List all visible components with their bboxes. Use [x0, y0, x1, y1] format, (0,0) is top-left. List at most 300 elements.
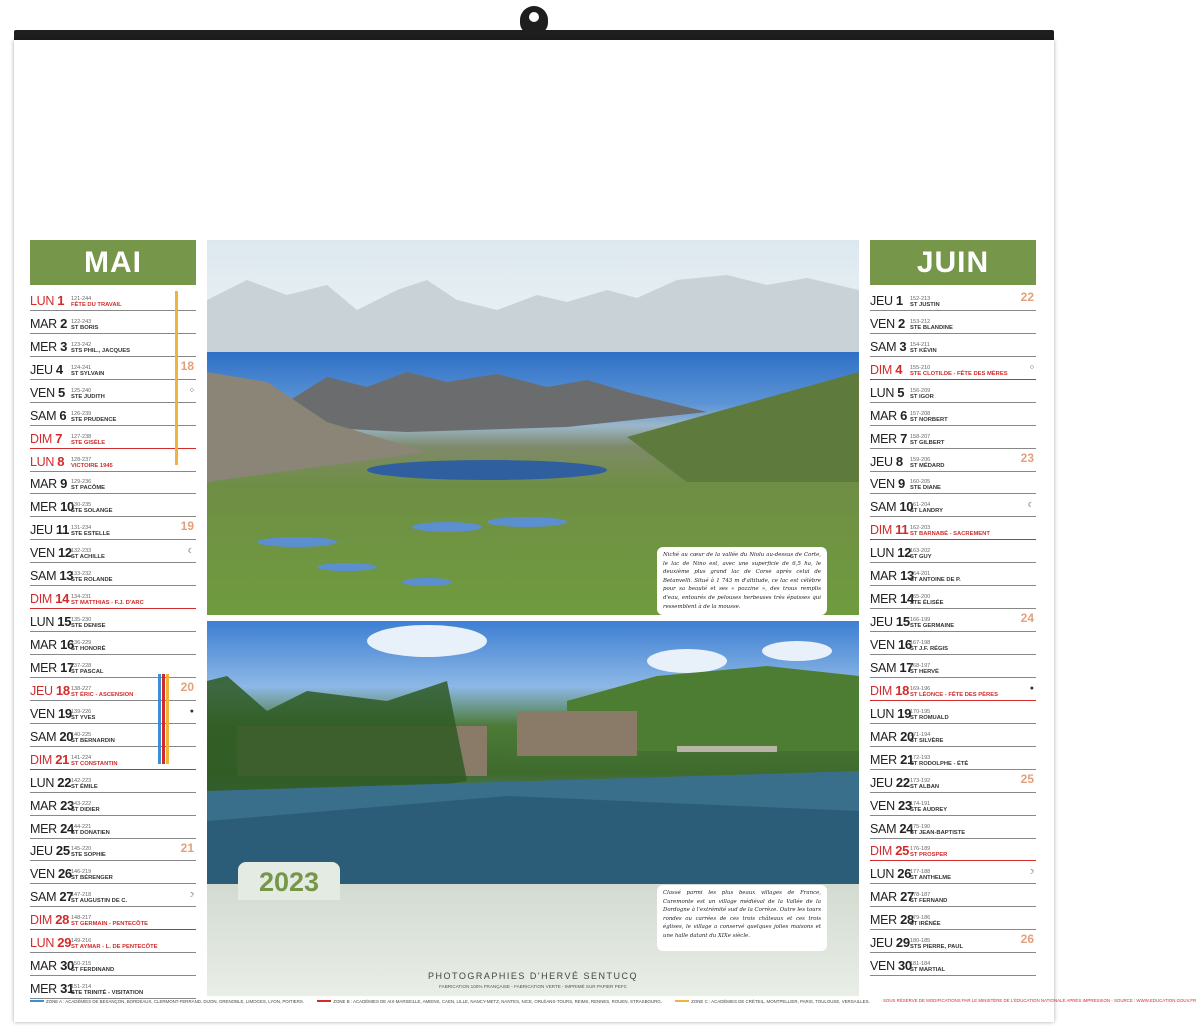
day-number: 15 [895, 614, 910, 630]
day-info [71, 686, 133, 698]
day-of-year: 156-209 [910, 387, 931, 394]
day-label [30, 362, 63, 377]
day-label [30, 568, 73, 583]
day-info [910, 938, 963, 950]
day-row [30, 953, 196, 976]
day-label [30, 935, 71, 950]
weekday-name: MAR [870, 408, 901, 423]
saint-name: STE ESTELLE [71, 531, 110, 538]
weekday-name: LUN [30, 936, 58, 951]
day-number: 12 [897, 545, 912, 561]
saint-name: ST ÉMILE [71, 783, 98, 790]
weekday-name: SAM [30, 729, 60, 744]
saint-name: ST BÉRENGER [71, 875, 113, 882]
day-label [30, 385, 65, 400]
day-of-year: 147-218 [71, 892, 92, 899]
day-label [30, 958, 74, 973]
day-row [30, 586, 196, 609]
day-row [30, 494, 196, 517]
saint-name: STE AUDREY [910, 806, 948, 813]
day-row [30, 678, 196, 701]
saint-name: STE ROLANDE [71, 577, 113, 584]
day-label [30, 981, 74, 996]
day-row [870, 724, 1036, 747]
weekday-name: MER [30, 982, 61, 997]
day-of-year: 157-208 [910, 410, 931, 417]
saint-name: ST ANTOINE DE P. [910, 577, 961, 584]
weekday-name: JEU [30, 523, 56, 538]
day-label [30, 752, 69, 767]
day-number: 27 [59, 889, 74, 905]
weekday-name: MER [870, 752, 901, 767]
zone-c-text: ZONE C : ACADÉMIES DE CRÉTEIL, MONTPELLIER, PARIS, TOULOUSE, VERSAILLES. [691, 998, 870, 1004]
day-of-year: 145-220 [71, 846, 92, 853]
day-of-year: 131-234 [71, 525, 92, 532]
saint-name: FÊTE DU TRAVAIL [71, 301, 122, 308]
zone-a-line [30, 1000, 44, 1002]
day-info [910, 434, 944, 446]
weekday-name: JEU [30, 683, 56, 698]
day-row [870, 449, 1036, 472]
day-number: 7 [55, 430, 63, 446]
saint-name: ST HONORÉ [71, 646, 106, 652]
day-number: 20 [900, 728, 914, 744]
day-number: 19 [57, 705, 72, 721]
day-label [870, 821, 913, 836]
day-label [30, 706, 72, 721]
day-row [870, 907, 1036, 930]
day-row [30, 449, 196, 472]
weekday-name: MAR [30, 798, 61, 813]
day-number: 16 [897, 637, 912, 652]
weekday-name: VEN [870, 638, 898, 652]
day-number: 10 [60, 499, 74, 515]
day-row [30, 472, 196, 495]
day-row [30, 632, 196, 655]
day-row [870, 426, 1036, 449]
day-label [30, 545, 72, 560]
saint-name: ST JUSTIN [910, 301, 940, 308]
day-number: 28 [900, 912, 914, 928]
saint-name: ST AUGUSTIN DE C. [71, 898, 128, 905]
day-row [870, 609, 1036, 632]
day-info [910, 296, 940, 308]
day-number: 25 [55, 843, 70, 859]
day-info [71, 869, 113, 881]
moon-phase-icon: ☽ [187, 892, 194, 900]
day-label [870, 362, 902, 377]
day-number: 18 [55, 682, 70, 698]
day-info [910, 732, 943, 744]
saint-name: STE ÉLISÉE [910, 600, 944, 607]
day-of-year: 166-199 [910, 617, 931, 624]
zone-c-line [675, 1000, 689, 1002]
saint-name: ST PASCAL [71, 668, 104, 675]
day-row [870, 839, 1036, 862]
saint-name: ST ANTHELME [910, 875, 952, 882]
saint-name: ST MATTHIAS - F.J. D'ARC [71, 600, 144, 607]
weekday-name: MER [870, 913, 901, 928]
day-label [870, 385, 904, 400]
weekday-name: VEN [870, 959, 898, 974]
day-of-year: 135-230 [71, 617, 92, 624]
day-info [910, 571, 961, 583]
day-of-year: 154-211 [910, 341, 930, 348]
day-of-year: 123-242 [71, 341, 92, 348]
weekday-name: VEN [870, 316, 898, 331]
day-info [910, 388, 934, 400]
saint-name: ST FERNAND [910, 898, 948, 905]
day-of-year: 165-200 [910, 594, 931, 601]
day-info [910, 663, 939, 675]
weekday-name: JEU [870, 454, 896, 469]
saint-name: ST RODOLPHE - ÉTÉ [910, 760, 969, 767]
week-number: 21 [180, 840, 194, 855]
day-row [30, 288, 196, 311]
day-info [71, 548, 105, 560]
day-label [30, 408, 66, 423]
saint-name: ST ACHILLE [71, 554, 105, 561]
day-label [30, 889, 73, 904]
day-row [870, 678, 1036, 701]
day-label [870, 568, 914, 583]
day-number: 26 [897, 866, 912, 882]
day-info [910, 319, 953, 331]
week-number: 26 [1020, 932, 1034, 947]
weekday-name: DIM [30, 592, 56, 607]
day-info [910, 365, 1008, 377]
week-number: 19 [180, 519, 194, 534]
day-number: 8 [895, 453, 903, 469]
weekday-name: MER [30, 500, 61, 515]
day-of-year: 130-235 [71, 502, 92, 509]
day-number: 11 [55, 522, 70, 538]
day-info [910, 617, 954, 629]
day-label [870, 798, 912, 813]
day-label [30, 798, 74, 813]
day-number: 15 [57, 614, 72, 630]
day-info [71, 961, 114, 973]
day-label [870, 683, 909, 698]
day-of-year: 121-244 [71, 295, 92, 302]
moon-phase-icon: ☾ [1027, 502, 1034, 510]
day-label [30, 293, 64, 308]
day-info [71, 319, 98, 331]
day-info [910, 709, 949, 721]
day-info [910, 846, 947, 858]
week-number: 22 [1020, 290, 1034, 304]
day-number: 6 [59, 407, 67, 423]
saint-name: ST LÉONCE - FÊTE DES PÈRES [910, 691, 998, 698]
day-row [870, 586, 1036, 609]
day-info [910, 686, 998, 698]
zone-c-stripe [166, 674, 169, 764]
day-of-year: 173-192 [910, 777, 931, 784]
day-number: 13 [900, 568, 914, 584]
day-label [30, 866, 72, 881]
day-number: 22 [57, 774, 72, 790]
weekday-name: LUN [30, 615, 58, 630]
day-row [30, 793, 196, 816]
saint-name: ST GERMAIN - PENTECÔTE [71, 921, 148, 928]
saint-name: ST LANDRY [910, 508, 943, 515]
day-list [870, 288, 1036, 976]
day-info [71, 525, 110, 537]
day-of-year: 137-228 [71, 662, 92, 669]
day-of-year: 164-201 [910, 571, 931, 578]
day-info [71, 388, 105, 400]
saint-name: ST JEAN-BAPTISTE [910, 829, 966, 836]
day-row [870, 334, 1036, 357]
saint-name: ST J.F. RÉGIS [910, 646, 949, 652]
day-label [30, 454, 64, 469]
weekday-name: DIM [870, 683, 896, 698]
weekday-name: JEU [870, 293, 896, 308]
day-label [30, 614, 71, 629]
day-label [870, 545, 911, 560]
day-label [870, 660, 913, 675]
day-of-year: 127-238 [71, 433, 92, 440]
weekday-name: VEN [30, 706, 58, 721]
weekday-name: MAR [30, 477, 61, 492]
saint-name: ST CONSTANTIN [71, 760, 118, 767]
weekday-name: SAM [30, 890, 60, 905]
day-of-year: 122-243 [71, 318, 92, 325]
day-of-year: 179-186 [910, 915, 931, 922]
saint-name: STE SOLANGE [71, 508, 113, 515]
day-number: 9 [60, 476, 67, 492]
day-label [30, 591, 69, 606]
day-number: 9 [897, 476, 905, 492]
day-info [910, 824, 965, 836]
day-of-year: 140-225 [71, 731, 92, 738]
saint-name: ST HERVÉ [910, 668, 939, 675]
school-zones-legend [30, 998, 1197, 1008]
saint-name: STE SOPHIE [71, 852, 106, 859]
day-of-year: 142-223 [71, 777, 92, 784]
day-info [71, 984, 143, 996]
day-info [71, 892, 127, 904]
saint-name: VICTOIRE 1945 [71, 462, 113, 469]
day-of-year: 124-241 [71, 364, 92, 371]
day-number: 25 [895, 843, 910, 859]
day-of-year: 178-187 [910, 892, 931, 899]
day-number: 31 [60, 981, 74, 997]
month-june [870, 240, 1036, 976]
day-info [910, 525, 990, 537]
day-info [71, 846, 106, 858]
day-row [870, 288, 1036, 311]
saint-name: ST FERDINAND [71, 967, 115, 974]
day-of-year: 176-189 [910, 846, 931, 853]
day-number: 5 [897, 384, 905, 400]
day-number: 1 [895, 292, 903, 308]
day-info [910, 548, 932, 560]
saint-name: STE BLANDINE [910, 324, 953, 331]
day-number: 16 [60, 637, 74, 652]
moon-phase-icon: ● [1029, 684, 1034, 692]
day-number: 8 [57, 453, 65, 469]
day-label [870, 729, 914, 744]
day-row [870, 494, 1036, 517]
day-row [870, 357, 1036, 380]
day-of-year: 172-193 [910, 754, 931, 761]
day-row [30, 655, 196, 678]
day-label [30, 660, 74, 675]
day-of-year: 143-222 [71, 800, 92, 807]
weekday-name: MAR [30, 316, 61, 331]
month-title: JUIN [870, 240, 1036, 285]
day-of-year: 144-221 [71, 823, 92, 830]
moon-phase-icon: ○ [1029, 363, 1034, 371]
day-of-year: 139-226 [71, 708, 92, 715]
day-of-year: 162-203 [910, 525, 931, 532]
day-row [870, 540, 1036, 563]
weekday-name: JEU [30, 844, 56, 859]
day-info [910, 594, 944, 606]
day-row [870, 563, 1036, 586]
weekday-name: MER [870, 431, 901, 446]
weekday-name: SAM [870, 500, 900, 515]
saint-name: ST IRÉNÉE [910, 921, 941, 928]
day-number: 4 [55, 361, 63, 377]
day-label [870, 706, 911, 721]
day-info [910, 755, 968, 767]
day-of-year: 160-205 [910, 479, 931, 486]
day-row [870, 701, 1036, 724]
fabrication-note: FABRICATION 100% FRANÇAISE - FABRICATION VERTE - IMPRIMÉ SUR PAPIER PEFC [439, 984, 627, 989]
weekday-name: DIM [870, 523, 896, 538]
day-of-year: 168-197 [910, 662, 931, 669]
day-row [30, 380, 196, 403]
weekday-name: SAM [870, 821, 900, 836]
weekday-name: MAR [30, 959, 61, 974]
day-info [71, 824, 110, 836]
day-row [870, 655, 1036, 678]
day-number: 11 [895, 522, 909, 538]
saint-name: STE DIANE [910, 485, 941, 492]
day-number: 12 [57, 545, 72, 561]
day-info [71, 732, 115, 744]
day-label [870, 775, 910, 790]
saint-name: STE GERMAINE [910, 623, 955, 630]
day-of-year: 174-191 [910, 800, 931, 807]
day-label [870, 843, 909, 858]
day-row [30, 517, 196, 540]
day-of-year: 133-232 [71, 571, 92, 578]
weekday-name: DIM [30, 913, 56, 928]
saint-name: ST PROSPER [910, 852, 948, 859]
day-label [870, 476, 905, 491]
day-label [870, 431, 907, 446]
day-number: 10 [899, 499, 914, 515]
day-number: 13 [59, 568, 74, 584]
day-label [870, 752, 914, 767]
zone-c-stripe [175, 291, 178, 465]
day-of-year: 152-213 [910, 295, 931, 302]
day-number: 23 [60, 797, 74, 813]
moon-phase-icon: ☽ [1027, 869, 1034, 877]
weekday-name: JEU [30, 362, 56, 377]
day-of-year: 132-233 [71, 548, 92, 555]
day-row [30, 334, 196, 357]
day-list [30, 288, 196, 999]
day-of-year: 158-207 [910, 433, 931, 440]
day-of-year: 175-190 [910, 823, 931, 830]
day-of-year: 169-196 [910, 685, 931, 692]
day-info [71, 296, 122, 308]
day-row [30, 540, 196, 563]
day-row [30, 609, 196, 632]
day-label [30, 775, 71, 790]
weekday-name: MAR [870, 890, 901, 905]
weekday-name: MAR [870, 569, 901, 584]
day-number: 30 [60, 958, 74, 974]
day-number: 30 [897, 958, 912, 974]
weekday-name: MER [30, 660, 61, 675]
day-label [30, 476, 67, 491]
saint-name: ST MÉDARD [910, 462, 945, 469]
day-info [910, 961, 945, 973]
weekday-name: MER [30, 821, 61, 836]
moon-phase-icon: ● [189, 707, 194, 715]
day-info [910, 502, 943, 514]
day-number: 20 [59, 728, 74, 744]
day-label [30, 431, 62, 446]
day-row [870, 632, 1036, 655]
day-of-year: 181-184 [910, 961, 931, 968]
day-number: 2 [60, 315, 67, 331]
saint-name: ST NORBERT [910, 416, 948, 423]
saint-name: ST MARTIAL [910, 967, 946, 974]
day-number: 23 [897, 797, 912, 813]
weekday-name: VEN [870, 477, 898, 492]
saint-name: ST ÉRIC - ASCENSION [71, 691, 134, 698]
weekday-name: LUN [870, 546, 898, 561]
day-row [30, 930, 196, 953]
day-info [71, 709, 95, 721]
day-info [71, 640, 105, 652]
zone-a-text: ZONE A : ACADÉMIES DE BESANÇON, BORDEAUX, CLERMONT-FERRAND, DIJON, GRENOBLE, LIMOGES, LYON, POITIERS. [46, 998, 305, 1004]
weekday-name: LUN [870, 706, 898, 721]
day-info [71, 457, 113, 469]
day-label [870, 958, 912, 973]
day-row [870, 517, 1036, 540]
week-number: 23 [1020, 450, 1034, 465]
day-row [30, 426, 196, 449]
zone-b-text: ZONE B : ACADÉMIES DE AIX-MARSEILLE, AMIENS, CAEN, LILLE, NANCY-METZ, NANTES, NICE, ORLÉANS-TOURS, REIMS, RENNES, ROUEN, STRASBOURG. [333, 998, 662, 1004]
saint-name: ST GILBERT [910, 439, 945, 446]
day-of-year: 150-215 [71, 961, 92, 968]
day-row [30, 861, 196, 884]
day-row [870, 884, 1036, 907]
hanging-hook [520, 6, 548, 34]
day-label [30, 821, 74, 836]
day-label [870, 614, 910, 629]
day-label [30, 912, 69, 927]
day-row [30, 747, 196, 770]
saint-name: ST DIDIER [71, 806, 100, 813]
day-of-year: 161-204 [910, 502, 931, 509]
weekday-name: LUN [30, 454, 58, 469]
weekday-name: DIM [870, 844, 896, 859]
day-number: 29 [895, 935, 910, 951]
day-of-year: 134-231 [71, 594, 92, 601]
weekday-name: SAM [30, 569, 60, 584]
weekday-name: DIM [30, 431, 56, 446]
day-of-year: 159-206 [910, 456, 931, 463]
day-of-year: 177-188 [910, 869, 931, 876]
